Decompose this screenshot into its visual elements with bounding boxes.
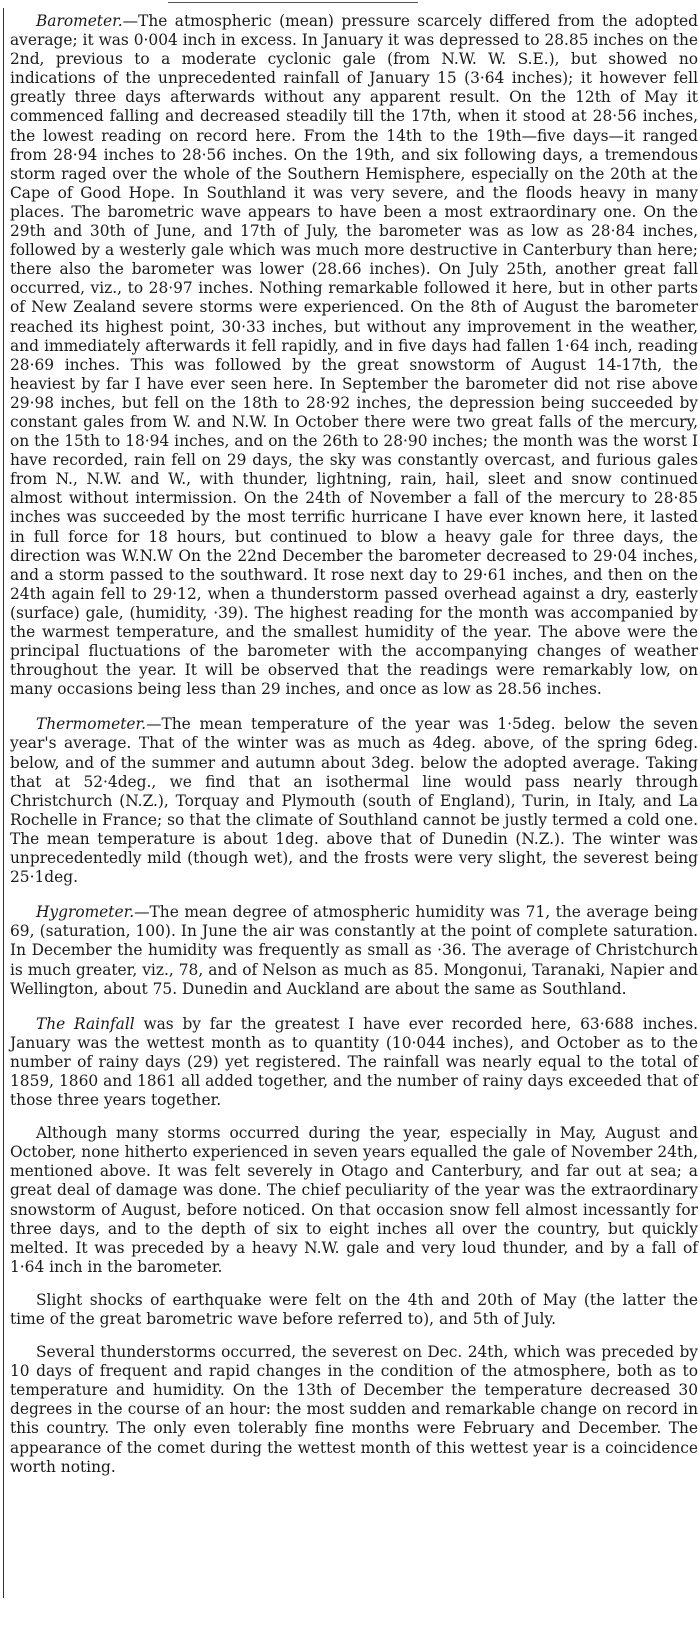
paragraph-hygrometer	[10, 903, 698, 998]
paragraph-rainfall	[10, 1015, 698, 1110]
paragraph-earthquake	[10, 1291, 698, 1329]
rainfall-heading: The Rainfall	[36, 1014, 135, 1033]
thunderstorms-text: Several thunderstorms occurred, the severest on Dec. 24th, which was preceded by 10 days of frequent and rapid changes in the condition of the atmosphere, both as to temperature and humidity. On the 13th of December the temperature decreased 30 degrees in the course of an hour: the most sudden and remarkable change on record in this country. The only even tolerably fine months were February and December. The appearance of the comet during the wettest month of this wettest year is a coincidence worth noting.	[10, 1343, 698, 1476]
barometer-text: —The atmospheric (mean) pressure scarcely differed from the adopted average; it was 0·004 inch in excess. In January it was depressed to 28.85 inches on the 2nd, previous to a moderate cyclonic gale (from N.W. W. S.E.), but showed no indications of the unprecedented rainfall of January 15 (3·64 inches); it however fell greatly three days afterwards without any apparent result. On the 12th of May it commenced falling and decreased steadily till the 17th, when it stood at 28·56 inches, the lowest reading on record here. From the 14th to the 19th—five days—it ranged from 28·94 inches to 28·56 inches. On the 19th, and six following days, a tremendous storm raged over the whole of the Southern Hemisphere, especially on the 20th at the Cape of Good Hope. In Southland it was very severe, and the floods heavy in many places. The barometric wave appears to have been a most extraordinary one. On the 29th and 30th of June, and 17th of July, the barometer was as low as 28·84 inches, followed by a westerly gale which was much more destructive in Canterbury than here; there also the barometer was lower (28.66 inches). On July 25th, another great fall occurred, viz., to 28·97 inches. Nothing remarkable followed it here, but in other parts of New Zealand severe storms were experienced. On the 8th of August the barometer reached its highest point, 30·33 inches, but without any improvement in the weather, and immediately afterwards it fell rapidly, and in five days had fallen 1·64 inch, reading 28·69 inches. This was followed by the great snowstorm of August 14-17th, the heaviest by far I have ever seen here. In September the barometer did not rise above 29·98 inches, but fell on the 18th to 28·92 inches, the depression being succeeded by constant gales from W. and N.W. In October there were two great falls of the mercury, on the 15th to 18·94 inches, and on the 26th to 28·90 inches; the month was the worst I have recorded, rain fell on 29 days, the sky was constantly overcast, and furious gales from N., N.W. and W., with thunder, lightning, rain, hail, sleet and snow continued almost without intermission. On the 24th of November a fall of the mercury to 28·85 inches was succeeded by the most terrific hurricane I have ever known here, it lasted in full force for 18 hours, but continued to blow a heavy gale for three days, the direction was W.N.W On the 22nd December the barometer decreased to 29·04 inches, and a storm passed to the southward. It rose next day to 29·61 inches, and then on the 24th again fell to 29·12, when a thunderstorm passed overhead against a dry, easterly (surface) gale, (humidity, ·39). The highest reading for the month was accompanied by the warmest temperature, and the smallest humidity of the year. The above were the principal fluctuations of the barometer with the accompanying changes of weather throughout the year. It will be observed that the readings were remarkably low, on many occasions being less than 29 inches, and once as low as 28.56 inches.	[10, 12, 698, 699]
left-margin-rule	[3, 8, 4, 1598]
top-rule	[168, 2, 418, 3]
storms-text: Although many storms occurred during the year, especially in May, August and October, none hitherto experienced in seven years equalled the gale of November 24th, mentioned above. It was felt severely in Otago and Canterbury, and far out at sea; a great deal of damage was done. The chief peculiarity of the year was the extraordinary snowstorm of August, before noticed. On that occasion snow fell almost incessantly for three days, and to the depth of six to eight inches all over the country, but quickly melted. It was preceded by a heavy N.W. gale and very loud thunder, and by a fall of 1·64 inch in the barometer.	[10, 1124, 698, 1276]
earthquake-text: Slight shocks of earthquake were felt on the 4th and 20th of May (the latter the time of the great barometric wave before referred to), and 5th of July.	[10, 1290, 698, 1328]
paragraph-storms	[10, 1124, 698, 1277]
paragraph-thunderstorms	[10, 1343, 698, 1477]
paragraph-thermometer	[10, 715, 698, 887]
thermometer-text: —The mean temperature of the year was 1·5deg. below the seven year's average. That of the winter was as much as 4deg. above, of the spring 6deg. below, and of the summer and autumn about 3deg. below the adopted average. Taking that at 52·4deg., we find that an isothermal line would pass nearly through Christchurch (N.Z.), Torquay and Plymouth (south of England), Turin, in Italy, and La Rochelle in France; so that the climate of Southland cannot be justly termed a cold one. The mean temperature is about 1deg. above that of Dunedin (N.Z.). The winter was unprecedentedly mild (though wet), and the frosts were very slight, the severest being 25·1deg.	[10, 715, 698, 887]
hygrometer-heading: Hygrometer.	[36, 903, 135, 922]
thermometer-heading: Thermometer.	[36, 715, 147, 734]
hygrometer-text: —The mean degree of atmospheric humidity was 71, the average being 69, (saturation, 100). In June the air was constantly at the point of complete saturation. In December the humidity was frequently as small as ·36. The average of Christchurch is much greater, viz., 78, and of Nelson as much as 85. Mongonui, Taranaki, Napier and Wellington, about 75. Dunedin and Auckland are about the same as Southland.	[10, 903, 698, 998]
rainfall-text: was by far the greatest I have ever recorded here, 63·688 inches. January was the wettest month as to quantity (10·044 inches), and October as to the number of rainy days (29) yet registered. The rainfall was nearly equal to the total of 1859, 1860 and 1861 all added together, and the number of rainy days exceeded that of those three years together.	[10, 1014, 698, 1110]
document-body	[10, 12, 698, 1477]
paragraph-barometer	[10, 12, 698, 699]
barometer-heading: Barometer.	[36, 12, 123, 30]
